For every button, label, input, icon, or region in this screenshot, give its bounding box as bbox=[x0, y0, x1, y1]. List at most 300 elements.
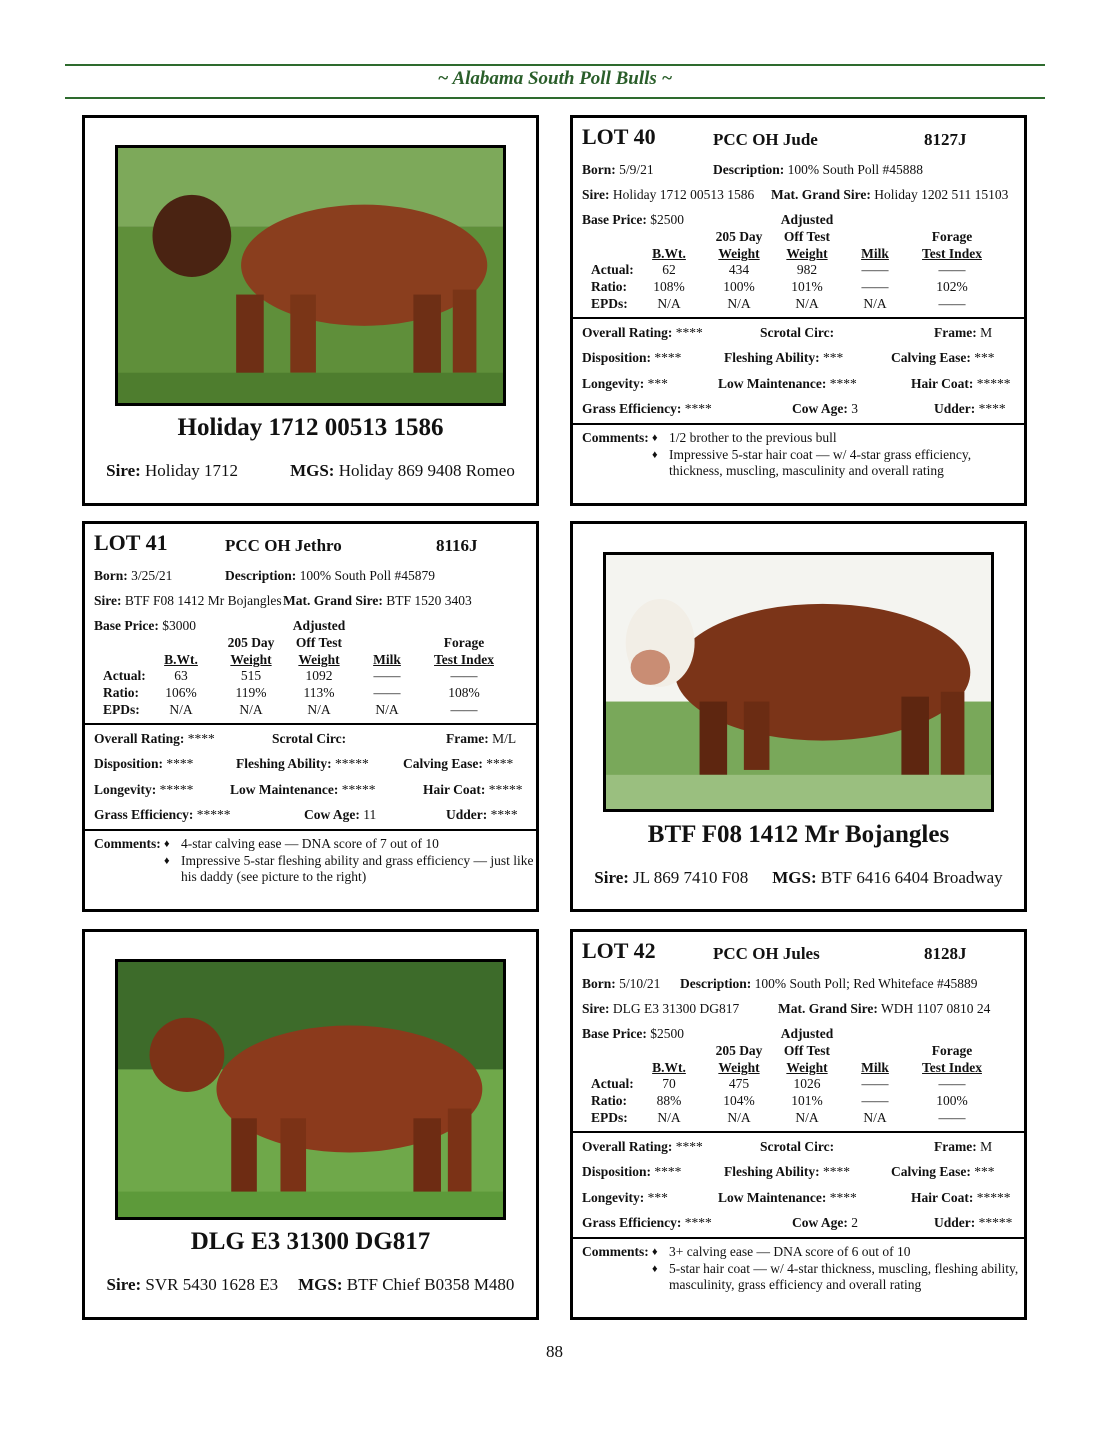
description-entry bbox=[225, 568, 435, 584]
cell-actual: 515 bbox=[240, 668, 262, 683]
photo-card-holiday bbox=[82, 115, 539, 506]
rating-value: **** bbox=[490, 807, 518, 822]
born-value: 5/9/21 bbox=[619, 162, 654, 177]
bullet-icon: ♦ bbox=[652, 432, 658, 444]
rating-value: ***** bbox=[335, 756, 369, 771]
description-value: 100% South Poll #45879 bbox=[299, 568, 436, 583]
cell-epds: N/A bbox=[657, 296, 681, 311]
cell-actual: 982 bbox=[796, 262, 818, 277]
rating-disposition bbox=[94, 756, 193, 772]
sire-label: Sire: bbox=[582, 1001, 610, 1016]
mgs-label: MGS: bbox=[298, 1275, 343, 1294]
cell-ratio: 101% bbox=[791, 1093, 823, 1108]
rating-value: 2 bbox=[851, 1215, 858, 1230]
cell-ratio: 88% bbox=[656, 1093, 682, 1108]
description-value: 100% South Poll #45888 bbox=[787, 162, 924, 177]
col-header-adjusted: Adjusted bbox=[292, 618, 346, 633]
born-line bbox=[582, 976, 978, 992]
rating-longevity bbox=[582, 376, 668, 392]
rating-label: Grass Efficiency: bbox=[94, 807, 194, 822]
rating-calving-ease bbox=[891, 350, 995, 366]
comment-item bbox=[652, 1261, 1022, 1293]
col-header-weight-offtest: Weight bbox=[786, 1060, 828, 1075]
rating-value: M/L bbox=[492, 731, 517, 746]
lot-tag: 8128J bbox=[924, 944, 967, 963]
comment-item bbox=[164, 853, 534, 885]
rating-label: Cow Age: bbox=[304, 807, 360, 822]
rating-fleshing-ability bbox=[724, 350, 843, 366]
rating-hair-coat bbox=[423, 782, 523, 798]
born-value: 5/10/21 bbox=[619, 976, 661, 991]
cell-ratio: —— bbox=[861, 279, 889, 294]
comment-text: 5-star hair coat — w/ 4-star thickness, muscling, fleshing ability, masculinity, grass efficiency and overall rating bbox=[669, 1261, 1019, 1292]
mgs-label: MGS: bbox=[290, 461, 335, 480]
row-label-ratio: Ratio: bbox=[591, 1093, 627, 1108]
rating-label: Udder: bbox=[934, 401, 976, 416]
lot-word: LOT bbox=[582, 124, 629, 149]
header-rule-bottom bbox=[65, 97, 1045, 99]
col-header-bwt: B.Wt. bbox=[164, 652, 198, 667]
cell-ratio: 102% bbox=[936, 279, 968, 294]
comment-text: 4-star calving ease — DNA score of 7 out of 10 bbox=[181, 836, 439, 851]
description-label: Description: bbox=[713, 162, 785, 177]
section-divider bbox=[573, 423, 1024, 425]
page-number: 88 bbox=[546, 1342, 563, 1361]
rating-overall-rating bbox=[582, 1139, 703, 1155]
description-label: Description: bbox=[225, 568, 297, 583]
rating-low-maintenance bbox=[230, 782, 376, 798]
row-label-actual: Actual: bbox=[591, 262, 634, 277]
cell-actual: 63 bbox=[174, 668, 188, 683]
mgs-value: Holiday 869 9408 Romeo bbox=[338, 461, 515, 480]
rating-label: Hair Coat: bbox=[423, 782, 486, 797]
base-price-value: $3000 bbox=[162, 618, 196, 633]
lot-number bbox=[582, 124, 656, 150]
comment-item bbox=[652, 430, 1022, 446]
pedigree-line bbox=[573, 868, 1024, 888]
col-header-forage: Forage bbox=[443, 635, 485, 650]
sire-entry bbox=[594, 868, 748, 888]
rating-value: *** bbox=[647, 376, 668, 391]
row-label-epds: EPDs: bbox=[591, 1110, 628, 1125]
mat-grand-sire-value: Holiday 1202 511 15103 bbox=[874, 187, 1009, 202]
mgs-value: BTF Chief B0358 M480 bbox=[346, 1275, 515, 1294]
rating-low-maintenance bbox=[718, 1190, 857, 1206]
pedigree-line bbox=[85, 1275, 536, 1295]
cell-actual: —— bbox=[861, 1076, 889, 1091]
row-label-epds: EPDs: bbox=[103, 702, 140, 717]
cell-actual: 434 bbox=[728, 262, 750, 277]
mat-grand-sire-entry bbox=[778, 1001, 990, 1017]
bull-photo bbox=[115, 145, 506, 406]
performance-table bbox=[582, 212, 1022, 312]
cell-epds: N/A bbox=[727, 1110, 751, 1125]
bull-photo-image bbox=[118, 962, 503, 1217]
rating-disposition bbox=[582, 350, 681, 366]
col-header-offtest: Off Test bbox=[295, 635, 343, 650]
cell-ratio: —— bbox=[861, 1093, 889, 1108]
lot-number-value: 40 bbox=[633, 124, 656, 149]
col-header-weight: Weight bbox=[718, 1060, 760, 1075]
rating-value: **** bbox=[486, 756, 514, 771]
comment-item bbox=[164, 836, 534, 852]
rating-overall-rating bbox=[94, 731, 215, 747]
rating-label: Calving Ease: bbox=[891, 350, 971, 365]
photo-card-bojangles bbox=[570, 521, 1027, 912]
cell-ratio: 100% bbox=[936, 1093, 968, 1108]
rating-fleshing-ability bbox=[236, 756, 369, 772]
section-divider bbox=[573, 1237, 1024, 1239]
bull-name: BTF F08 1412 Mr Bojangles bbox=[647, 821, 950, 848]
sire-entry bbox=[107, 1275, 279, 1295]
header-rule-top bbox=[65, 64, 1045, 66]
bull-photo bbox=[115, 959, 506, 1220]
lot-bull-name: PCC OH Jethro bbox=[225, 536, 342, 555]
rating-label: Fleshing Ability: bbox=[236, 756, 332, 771]
comments-label: Comments: bbox=[94, 836, 161, 851]
born-line bbox=[94, 568, 436, 584]
rating-value: ***** bbox=[978, 1215, 1013, 1230]
row-label-ratio: Ratio: bbox=[591, 279, 627, 294]
rating-value: 11 bbox=[363, 807, 377, 822]
rating-value: **** bbox=[684, 1215, 712, 1230]
sire-label: Sire: bbox=[106, 461, 141, 480]
mgs-entry bbox=[772, 868, 1002, 888]
rating-label: Fleshing Ability: bbox=[724, 1164, 820, 1179]
cell-epds: —— bbox=[450, 702, 478, 717]
comment-item bbox=[652, 1244, 1022, 1260]
sire-label: Sire: bbox=[94, 593, 122, 608]
rating-label: Longevity: bbox=[94, 782, 157, 797]
page-title: ~ Alabama South Poll Bulls ~ bbox=[437, 68, 673, 89]
performance-table bbox=[582, 1026, 1022, 1126]
rating-value: **** bbox=[166, 756, 194, 771]
lot-card-40 bbox=[570, 115, 1027, 506]
bullet-icon: ♦ bbox=[652, 1246, 658, 1258]
description-entry bbox=[680, 976, 977, 992]
cell-ratio: 108% bbox=[653, 279, 685, 294]
lot-number bbox=[94, 530, 168, 556]
cell-epds: N/A bbox=[727, 296, 751, 311]
cell-actual: —— bbox=[938, 1076, 966, 1091]
row-label-epds: EPDs: bbox=[591, 296, 628, 311]
cell-epds: N/A bbox=[657, 1110, 681, 1125]
col-header-offtest: Off Test bbox=[783, 1043, 831, 1058]
mat-grand-sire-label: Mat. Grand Sire: bbox=[771, 187, 871, 202]
rating-cow-age bbox=[792, 1215, 858, 1231]
comment-text: 3+ calving ease — DNA score of 6 out of 10 bbox=[669, 1244, 911, 1259]
col-header-weight-offtest: Weight bbox=[786, 246, 828, 261]
col-header-205day: 205 Day bbox=[715, 1043, 763, 1058]
rating-scrotal-circ bbox=[760, 1139, 834, 1155]
sire-value: BTF F08 1412 Mr Bojangles bbox=[124, 593, 282, 608]
rating-label: Disposition: bbox=[582, 350, 652, 365]
row-label-ratio: Ratio: bbox=[103, 685, 139, 700]
rating-scrotal-circ bbox=[760, 325, 834, 341]
cell-epds: —— bbox=[938, 296, 966, 311]
base-price-label: Base Price: bbox=[94, 618, 159, 633]
rating-label: Longevity: bbox=[582, 1190, 645, 1205]
lot-bull-name: PCC OH Jules bbox=[713, 944, 820, 963]
rating-label: Udder: bbox=[446, 807, 488, 822]
rating-udder bbox=[934, 401, 1006, 417]
cell-ratio: 101% bbox=[791, 279, 823, 294]
rating-calving-ease bbox=[891, 1164, 995, 1180]
lot-header bbox=[582, 124, 1022, 154]
mgs-label: MGS: bbox=[772, 868, 817, 887]
rating-label: Fleshing Ability: bbox=[724, 350, 820, 365]
cell-ratio: 113% bbox=[303, 685, 335, 700]
pedigree-line bbox=[85, 461, 536, 481]
rating-label: Calving Ease: bbox=[891, 1164, 971, 1179]
rating-value: **** bbox=[654, 1164, 682, 1179]
cell-actual: —— bbox=[861, 262, 889, 277]
mgs-value: BTF 6416 6404 Broadway bbox=[820, 868, 1003, 887]
col-header-adjusted: Adjusted bbox=[780, 1026, 834, 1041]
col-header-testindex: Test Index bbox=[922, 246, 982, 261]
rating-udder bbox=[934, 1215, 1012, 1231]
cell-actual: —— bbox=[938, 262, 966, 277]
sire-line bbox=[582, 1001, 991, 1017]
mat-grand-sire-label: Mat. Grand Sire: bbox=[778, 1001, 878, 1016]
rating-value: *** bbox=[974, 1164, 995, 1179]
rating-label: Overall Rating: bbox=[94, 731, 185, 746]
rating-longevity bbox=[94, 782, 193, 798]
cell-epds: —— bbox=[938, 1110, 966, 1125]
bullet-icon: ♦ bbox=[652, 449, 658, 461]
lot-card-41 bbox=[82, 521, 539, 912]
born-label: Born: bbox=[582, 162, 616, 177]
bull-name: DLG E3 31300 DG817 bbox=[190, 1228, 431, 1255]
sire-value: DLG E3 31300 DG817 bbox=[612, 1001, 740, 1016]
rating-value: **** bbox=[187, 731, 215, 746]
cell-ratio: 100% bbox=[723, 279, 755, 294]
section-divider bbox=[85, 829, 536, 831]
cell-epds: N/A bbox=[863, 1110, 887, 1125]
rating-label: Scrotal Circ: bbox=[272, 731, 347, 746]
rating-label: Disposition: bbox=[582, 1164, 652, 1179]
cell-epds: N/A bbox=[239, 702, 263, 717]
lot-header bbox=[582, 938, 1022, 968]
lot-word: LOT bbox=[94, 530, 141, 555]
bullet-icon: ♦ bbox=[652, 1263, 658, 1275]
rating-cow-age bbox=[304, 807, 376, 823]
rating-frame bbox=[934, 325, 992, 341]
rating-value: **** bbox=[829, 1190, 857, 1205]
rating-fleshing-ability bbox=[724, 1164, 850, 1180]
rating-label: Low Maintenance: bbox=[230, 782, 339, 797]
base-price-label: Base Price: bbox=[582, 212, 647, 227]
lot-tag: 8127J bbox=[924, 130, 967, 149]
rating-label: Cow Age: bbox=[792, 1215, 848, 1230]
cell-epds: N/A bbox=[795, 1110, 819, 1125]
bull-photo bbox=[603, 552, 994, 812]
mat-grand-sire-label: Mat. Grand Sire: bbox=[283, 593, 383, 608]
col-header-weight-offtest: Weight bbox=[298, 652, 340, 667]
col-header-offtest: Off Test bbox=[783, 229, 831, 244]
rating-scrotal-circ bbox=[272, 731, 346, 747]
rating-value: *** bbox=[647, 1190, 668, 1205]
col-header-bwt: B.Wt. bbox=[652, 246, 686, 261]
row-label-actual: Actual: bbox=[591, 1076, 634, 1091]
rating-label: Scrotal Circ: bbox=[760, 325, 835, 340]
comment-text: 1/2 brother to the previous bull bbox=[669, 430, 837, 445]
row-label-actual: Actual: bbox=[103, 668, 146, 683]
lot-bull-name: PCC OH Jude bbox=[713, 130, 818, 149]
born-label: Born: bbox=[582, 976, 616, 991]
sire-value: SVR 5430 1628 E3 bbox=[145, 1275, 279, 1294]
lot-header bbox=[94, 530, 534, 560]
col-header-milk: Milk bbox=[373, 652, 401, 667]
col-header-weight: Weight bbox=[230, 652, 272, 667]
col-header-forage: Forage bbox=[931, 229, 973, 244]
rating-frame bbox=[446, 731, 516, 747]
rating-disposition bbox=[582, 1164, 681, 1180]
col-header-testindex: Test Index bbox=[922, 1060, 982, 1075]
rating-value: **** bbox=[829, 376, 857, 391]
rating-label: Frame: bbox=[446, 731, 489, 746]
col-header-milk: Milk bbox=[861, 246, 889, 261]
rating-label: Frame: bbox=[934, 1139, 977, 1154]
cell-actual: 1026 bbox=[793, 1076, 821, 1091]
sire-label: Sire: bbox=[106, 1275, 142, 1294]
col-header-weight: Weight bbox=[718, 246, 760, 261]
sire-label: Sire: bbox=[594, 868, 629, 887]
cell-actual: 475 bbox=[728, 1076, 750, 1091]
col-header-205day: 205 Day bbox=[715, 229, 763, 244]
col-header-205day: 205 Day bbox=[227, 635, 275, 650]
born-line bbox=[582, 162, 924, 178]
cell-actual: 70 bbox=[662, 1076, 676, 1091]
performance-table bbox=[94, 618, 534, 718]
born-value: 3/25/21 bbox=[131, 568, 173, 583]
rating-longevity bbox=[582, 1190, 668, 1206]
sire-label: Sire: bbox=[582, 187, 610, 202]
rating-label: Grass Efficiency: bbox=[582, 401, 682, 416]
rating-cow-age bbox=[792, 401, 858, 417]
base-price-value: $2500 bbox=[650, 1026, 684, 1041]
sire-value: Holiday 1712 00513 1586 bbox=[612, 187, 755, 202]
rating-label: Scrotal Circ: bbox=[760, 1139, 835, 1154]
section-divider bbox=[573, 317, 1024, 319]
rating-label: Overall Rating: bbox=[582, 325, 673, 340]
rating-value: M bbox=[980, 325, 993, 340]
sire-line bbox=[94, 593, 472, 609]
lot-number bbox=[582, 938, 656, 964]
mat-grand-sire-entry bbox=[283, 593, 472, 609]
cell-ratio: —— bbox=[373, 685, 401, 700]
cell-ratio: 108% bbox=[448, 685, 480, 700]
lot-tag: 8116J bbox=[436, 536, 478, 555]
col-header-forage: Forage bbox=[931, 1043, 973, 1058]
bull-photo-image bbox=[118, 148, 503, 403]
rating-label: Grass Efficiency: bbox=[582, 1215, 682, 1230]
rating-label: Cow Age: bbox=[792, 401, 848, 416]
rating-label: Overall Rating: bbox=[582, 1139, 673, 1154]
rating-value: *** bbox=[823, 350, 844, 365]
cell-actual: 62 bbox=[662, 262, 676, 277]
rating-value: ***** bbox=[159, 782, 194, 797]
bull-photo-image bbox=[606, 555, 991, 809]
rating-label: Udder: bbox=[934, 1215, 976, 1230]
rating-value: *** bbox=[974, 350, 995, 365]
rating-label: Low Maintenance: bbox=[718, 1190, 827, 1205]
cell-actual: —— bbox=[373, 668, 401, 683]
cell-epds: N/A bbox=[307, 702, 331, 717]
lot-number-value: 42 bbox=[633, 938, 656, 963]
col-header-testindex: Test Index bbox=[434, 652, 494, 667]
comments-label: Comments: bbox=[582, 430, 649, 445]
rating-label: Hair Coat: bbox=[911, 1190, 974, 1205]
cell-epds: N/A bbox=[795, 296, 819, 311]
cell-actual: —— bbox=[450, 668, 478, 683]
description-value: 100% South Poll; Red Whiteface #45889 bbox=[754, 976, 978, 991]
comment-text: Impressive 5-star hair coat — w/ 4-star grass efficiency, thickness, muscling, masculinity and overall rating bbox=[669, 447, 972, 478]
mgs-entry bbox=[298, 1275, 514, 1295]
rating-calving-ease bbox=[403, 756, 513, 772]
rating-value: ***** bbox=[976, 1190, 1011, 1205]
cell-epds: N/A bbox=[169, 702, 193, 717]
mgs-entry bbox=[290, 461, 515, 481]
sire-value: Holiday 1712 bbox=[145, 461, 239, 480]
description-entry bbox=[713, 162, 923, 178]
rating-hair-coat bbox=[911, 1190, 1011, 1206]
sire-line bbox=[582, 187, 1009, 203]
rating-udder bbox=[446, 807, 518, 823]
rating-value: ***** bbox=[976, 376, 1011, 391]
col-header-bwt: B.Wt. bbox=[652, 1060, 686, 1075]
comment-text: Impressive 5-star fleshing ability and grass efficiency — just like his daddy (see picture to the right) bbox=[181, 853, 534, 884]
rating-value: **** bbox=[978, 401, 1006, 416]
rating-value: **** bbox=[654, 350, 682, 365]
rating-value: ***** bbox=[196, 807, 231, 822]
bullet-icon: ♦ bbox=[164, 838, 170, 850]
cell-ratio: 104% bbox=[723, 1093, 755, 1108]
rating-frame bbox=[934, 1139, 992, 1155]
sire-value: JL 869 7410 F08 bbox=[633, 868, 749, 887]
cell-epds: N/A bbox=[863, 296, 887, 311]
bullet-icon: ♦ bbox=[164, 855, 170, 867]
mat-grand-sire-entry bbox=[771, 187, 1008, 203]
description-label: Description: bbox=[680, 976, 752, 991]
rating-label: Frame: bbox=[934, 325, 977, 340]
cell-epds: N/A bbox=[375, 702, 399, 717]
rating-overall-rating bbox=[582, 325, 703, 341]
lot-word: LOT bbox=[582, 938, 629, 963]
rating-low-maintenance bbox=[718, 376, 857, 392]
base-price-value: $2500 bbox=[650, 212, 684, 227]
section-divider bbox=[573, 1131, 1024, 1133]
rating-value: **** bbox=[675, 1139, 703, 1154]
rating-label: Calving Ease: bbox=[403, 756, 483, 771]
cell-ratio: 106% bbox=[165, 685, 197, 700]
rating-grass-efficiency bbox=[582, 1215, 712, 1231]
rating-value: M bbox=[980, 1139, 993, 1154]
rating-value: **** bbox=[823, 1164, 851, 1179]
base-price-label: Base Price: bbox=[582, 1026, 647, 1041]
comment-item bbox=[652, 447, 1022, 479]
col-header-milk: Milk bbox=[861, 1060, 889, 1075]
bull-name: Holiday 1712 00513 1586 bbox=[177, 414, 444, 441]
rating-label: Hair Coat: bbox=[911, 376, 974, 391]
rating-value: ***** bbox=[341, 782, 376, 797]
rating-value: ***** bbox=[488, 782, 523, 797]
lot-card-42 bbox=[570, 929, 1027, 1320]
rating-label: Low Maintenance: bbox=[718, 376, 827, 391]
rating-label: Disposition: bbox=[94, 756, 164, 771]
photo-card-dlg bbox=[82, 929, 539, 1320]
col-header-adjusted: Adjusted bbox=[780, 212, 834, 227]
